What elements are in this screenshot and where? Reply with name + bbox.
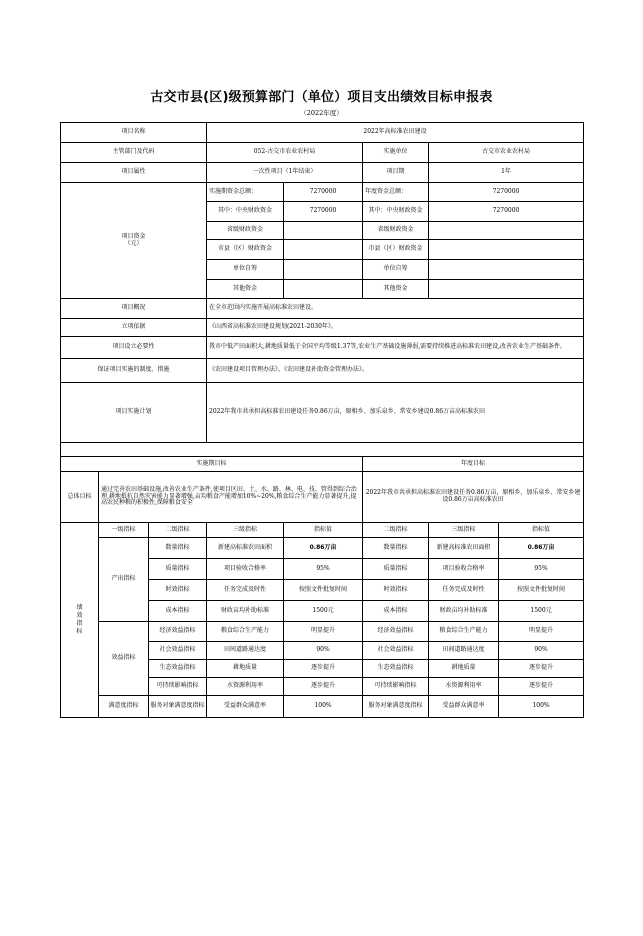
other-funds-impl bbox=[284, 280, 363, 299]
overall-target-annual: 2022年我市共承担高标准农田建设任务0.86万亩，原相乡、加乐泉乡、常安乡建设0.86万亩高标准农田 bbox=[363, 472, 584, 523]
attribute-label: 项目属性 bbox=[61, 163, 207, 183]
self-funds-annual bbox=[429, 260, 584, 280]
indicator-l2: 社会效益指标 bbox=[149, 642, 207, 660]
county-funds-label: 市县（区）财政资金 bbox=[207, 240, 284, 260]
dept-code-value: 052-古交市农业农村局 bbox=[207, 143, 363, 163]
annual-indicator-l3: 田间道路通达度 bbox=[429, 642, 499, 660]
indicator-l3: 田间道路通达度 bbox=[207, 642, 284, 660]
level1-header: 一级指标 bbox=[99, 523, 149, 538]
annual-indicator-value: 0.86万亩 bbox=[499, 538, 584, 559]
level3-header: 三级指标 bbox=[207, 523, 284, 538]
page-subtitle: （2022年度） bbox=[300, 109, 343, 117]
annual-indicator-l2: 服务对象满意度指标 bbox=[363, 696, 429, 718]
necessity-label: 项目设立必要性 bbox=[61, 337, 207, 359]
overview-label: 项目概况 bbox=[61, 299, 207, 319]
central-funds-label: 其中：中央财政资金 bbox=[207, 202, 284, 222]
annual-indicator-l2: 数量指标 bbox=[363, 538, 429, 559]
indicator-value: 90% bbox=[284, 642, 363, 660]
impl-target-header: 实施期目标 bbox=[61, 457, 363, 472]
perf-indicator-label: 绩 效 指 标 bbox=[61, 523, 99, 718]
county-funds-label-annual: 市县（区）财政资金 bbox=[363, 240, 429, 260]
dept-code-label: 主管部门及代码 bbox=[61, 143, 207, 163]
indicator-value: 明显提升 bbox=[284, 622, 363, 642]
indicator-l2: 时效指标 bbox=[149, 580, 207, 601]
indicator-value: 95% bbox=[284, 559, 363, 580]
province-funds-impl bbox=[284, 222, 363, 240]
province-funds-annual bbox=[429, 222, 584, 240]
annual-level2-header: 二级指标 bbox=[363, 523, 429, 538]
benefit-indicator-label: 效益指标 bbox=[99, 622, 149, 696]
overview-value: 在全市范围内实施开展高标准农田建设。 bbox=[207, 299, 584, 319]
annual-indicator-l2: 生态效益指标 bbox=[363, 660, 429, 678]
annual-indicator-value: 1500元 bbox=[499, 601, 584, 622]
self-funds-label-annual: 单位自筹 bbox=[363, 260, 429, 280]
basis-label: 立项依据 bbox=[61, 319, 207, 337]
county-funds-annual bbox=[429, 240, 584, 260]
province-funds-label: 省级财政资金 bbox=[207, 222, 284, 240]
indicator-l2: 可持续影响指标 bbox=[149, 678, 207, 696]
indicator-l2: 服务对象满意度指标 bbox=[149, 696, 207, 718]
indicator-l3: 水资源利用率 bbox=[207, 678, 284, 696]
overall-target-impl: 通过完善农田基础设施,改善农业生产条件,使项目区田、土、水、路、林、电、技、管得到综合治理,耕地抵抗自然灾害能力显著增强,亩均粮食产能增加10%~20%,粮食综合生产能力显著提升,提高农民种粮的积极性,保障粮食安全 bbox=[99, 472, 363, 523]
central-funds-annual: 7270000 bbox=[429, 202, 584, 222]
annual-indicator-l2: 社会效益指标 bbox=[363, 642, 429, 660]
annual-indicator-l3: 水资源利用率 bbox=[429, 678, 499, 696]
self-funds-label: 单位自筹 bbox=[207, 260, 284, 280]
annual-indicator-value: 90% bbox=[499, 642, 584, 660]
annual-indicator-l3: 项目验收合格率 bbox=[429, 559, 499, 580]
plan-label: 项目实施计划 bbox=[61, 383, 207, 443]
annual-indicator-value: 逐步提升 bbox=[499, 678, 584, 696]
plan-value: 2022年我市共承担高标准农田建设任务0.86万亩，原相乡、加乐泉乡、常安乡建设0.86万亩高标准农田 bbox=[207, 383, 584, 443]
annual-indicator-l3: 耕地质量 bbox=[429, 660, 499, 678]
indicator-value: 1500元 bbox=[284, 601, 363, 622]
annual-indicator-l3: 粮食综合生产能力 bbox=[429, 622, 499, 642]
annual-indicator-l3: 财政亩均补助标准 bbox=[429, 601, 499, 622]
other-funds-label-annual: 其他资金 bbox=[363, 280, 429, 299]
indicator-l3: 任务完成及时性 bbox=[207, 580, 284, 601]
indicator-value: 100% bbox=[284, 696, 363, 718]
annual-indicator-value: 按照文件批复时间 bbox=[499, 580, 584, 601]
output-indicator-label: 产出指标 bbox=[99, 538, 149, 622]
county-funds-impl bbox=[284, 240, 363, 260]
indicator-value: 0.86万亩 bbox=[284, 538, 363, 559]
other-funds-annual bbox=[429, 280, 584, 299]
annual-indicator-l3: 任务完成及时性 bbox=[429, 580, 499, 601]
indicator-l3: 耕地质量 bbox=[207, 660, 284, 678]
overall-target-label: 总体目标 bbox=[61, 472, 99, 523]
indicator-l3: 粮食综合生产能力 bbox=[207, 622, 284, 642]
annual-indicator-l2: 可持续影响指标 bbox=[363, 678, 429, 696]
impl-total-label: 实施期资金总额： bbox=[207, 183, 284, 202]
annual-total-label: 年度资金总额： bbox=[363, 183, 429, 202]
annual-total-value: 7270000 bbox=[429, 183, 584, 202]
annual-indicator-l2: 成本指标 bbox=[363, 601, 429, 622]
impl-unit-label: 实施单位 bbox=[363, 143, 429, 163]
necessity-value: 我市中低产田面积大,耕地质量低于全国平均等级1.37等,农业生产基础设施薄弱,需要持续推进高标准农田建设,改善农业生产基础条件。 bbox=[207, 337, 584, 359]
satisfaction-indicator-label: 满意度指标 bbox=[99, 696, 149, 718]
period-label: 项目期 bbox=[363, 163, 429, 183]
other-funds-label: 其他资金 bbox=[207, 280, 284, 299]
indicator-l2: 质量指标 bbox=[149, 559, 207, 580]
annual-indicator-l2: 经济效益指标 bbox=[363, 622, 429, 642]
target-form-table bbox=[60, 122, 584, 718]
annual-indicator-value: 逐步提升 bbox=[499, 660, 584, 678]
annual-indicator-l2: 时效指标 bbox=[363, 580, 429, 601]
indicator-l3: 新建高标准农田面积 bbox=[207, 538, 284, 559]
province-funds-label-annual: 省级财政资金 bbox=[363, 222, 429, 240]
period-value: 1年 bbox=[429, 163, 584, 183]
annual-indicator-value: 100% bbox=[499, 696, 584, 718]
level2-header: 二级指标 bbox=[149, 523, 207, 538]
spacer-row bbox=[61, 443, 584, 457]
indicator-l2: 成本指标 bbox=[149, 601, 207, 622]
annual-indicator-l2: 质量指标 bbox=[363, 559, 429, 580]
annual-value-header: 指标值 bbox=[499, 523, 584, 538]
basis-value: 《山西省高标准农田建设规划(2021-2030年》。 bbox=[207, 319, 584, 337]
indicator-l2: 生态效益指标 bbox=[149, 660, 207, 678]
annual-level3-header: 三级指标 bbox=[429, 523, 499, 538]
value-header: 指标值 bbox=[284, 523, 363, 538]
guarantee-label: 保证项目实施的制度、措施 bbox=[61, 359, 207, 383]
attribute-value: 一次性项目（1年结束） bbox=[207, 163, 363, 183]
project-name-label: 项目名称 bbox=[61, 123, 207, 143]
indicator-value: 逐步提升 bbox=[284, 660, 363, 678]
self-funds-impl bbox=[284, 260, 363, 280]
annual-indicator-l3: 受益群众满意率 bbox=[429, 696, 499, 718]
guarantee-value: 《农田建设项目管理办法》、《农田建设补助资金管理办法》。 bbox=[207, 359, 584, 383]
indicator-l2: 数量指标 bbox=[149, 538, 207, 559]
funds-label: 项目资金 （元） bbox=[61, 183, 207, 299]
indicator-l3: 受益群众满意率 bbox=[207, 696, 284, 718]
project-name-value: 2022年高标准农田建设 bbox=[207, 123, 584, 143]
indicator-l3: 项目验收合格率 bbox=[207, 559, 284, 580]
annual-indicator-value: 95% bbox=[499, 559, 584, 580]
impl-total-value: 7270000 bbox=[284, 183, 363, 202]
indicator-value: 按照文件批复时间 bbox=[284, 580, 363, 601]
page-title: 古交市县(区)级预算部门（单位）项目支出绩效目标申报表 bbox=[150, 90, 493, 105]
annual-indicator-l3: 新建高标准农田面积 bbox=[429, 538, 499, 559]
annual-target-header: 年度目标 bbox=[363, 457, 584, 472]
indicator-l3: 财政亩均补助标准 bbox=[207, 601, 284, 622]
indicator-value: 逐步提升 bbox=[284, 678, 363, 696]
annual-indicator-value: 明显提升 bbox=[499, 622, 584, 642]
central-funds-impl: 7270000 bbox=[284, 202, 363, 222]
impl-unit-value: 古交市农业农村局 bbox=[429, 143, 584, 163]
central-funds-label-annual: 其中：中央财政资金 bbox=[363, 202, 429, 222]
indicator-l2: 经济效益指标 bbox=[149, 622, 207, 642]
